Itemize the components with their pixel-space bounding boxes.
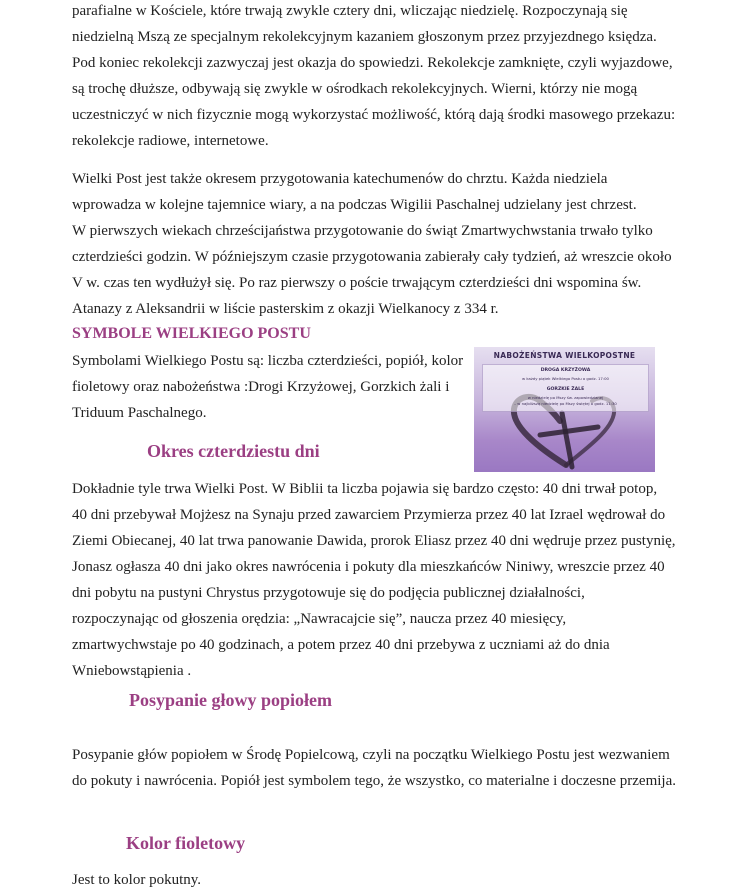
paragraph-posypanie — [72, 742, 676, 794]
text-line: zmartwychwstaje po 40 godzinach, a potem przez 40 dni przebywa z uczniami aż do dnia — [72, 637, 610, 653]
text-line: Triduum Paschalnego. — [72, 405, 207, 421]
text-line: dni pobytu na pustyni Chrystus przygotowuje się do podjęcia publicznej działalności, — [72, 585, 585, 601]
paragraph-katechumeni — [72, 166, 672, 322]
heading-kolor: Kolor fioletowy — [126, 833, 246, 853]
text-line: rozpoczynając od głoszenia orędzia: „Nawracajcie się”, naucza przez 40 miesięcy, — [72, 611, 567, 627]
text-line: wprowadza w kolejne tajemnice wiary, a na podczas Wigilii Paschalnej udzielany jest chrzest. — [72, 197, 637, 213]
text-line: do pokuty i nawrócenia. Popiół jest symbolem tego, że wszystko, co materialne i doczesne przemija. — [72, 773, 676, 789]
text-line: parafialne w Kościele, które trwają zwykle cztery dni, wliczając niedzielę. Rozpoczynają się — [72, 3, 628, 19]
paragraph-kolor — [72, 867, 201, 893]
text-line: Symbolami Wielkiego Postu są: liczba czterdzieści, popiół, kolor — [72, 353, 464, 369]
poster-gorzkie-time-1: w niedzielę po Mszy św. zapowiedzianej — [527, 395, 604, 400]
text-line: Jonasz ogłasza 40 dni jako okres nawrócenia i pokuty dla mieszkańców Niniwy, wreszcie przez 40 — [72, 559, 665, 575]
text-line: niedzielną Mszą ze specjalnym rekolekcyjnym kazaniem głoszonym przez przyjezdnego księdza. — [72, 29, 657, 45]
poster-title: NABOŻEŃSTWA WIELKOPOSTNE — [493, 351, 636, 360]
heading-posypanie: Posypanie głowy popiołem — [129, 690, 333, 710]
text-line: Ziemi Obiecanej, 40 lat trwa panowanie Dawida, prorok Eliasz przez 40 dni wędruje przez pustynię, — [72, 533, 676, 549]
text-line: Posypanie głów popiołem w Środę Popielcową, czyli na początku Wielkiego Postu jest wezwaniem — [72, 747, 670, 763]
text-line: Jest to kolor pokutny. — [72, 872, 202, 888]
text-line: Wielki Post jest także okresem przygotowania katechumenów do chrztu. Każda niedziela — [72, 171, 608, 187]
text-line: Wniebowstąpienia . — [72, 663, 192, 679]
heading-okres: Okres czterdziestu dni — [147, 441, 320, 461]
poster-droga-label: DROGA KRZYŻOWA — [540, 368, 591, 373]
text-line: fioletowy oraz nabożeństwa :Drogi Krzyżowej, Gorzkich żali i — [72, 379, 450, 395]
text-line: uczestniczyć w nich fizycznie mogą wykorzystać możliwość, którą dają środki masowego przekazu: — [72, 107, 676, 123]
text-line: rekolekcje radiowe, internetowe. — [72, 133, 269, 149]
poster-gorzkie-label: GORZKIE ŻALE — [546, 387, 585, 392]
poster-schedule-box — [482, 364, 649, 412]
text-line: są trochę dłuższe, odbywają się zwykle w ośrodkach rekolekcyjnych. Wierni, którzy nie mogą — [72, 81, 638, 97]
paragraph-rekolekcje — [72, 0, 675, 154]
text-line: W pierwszych wiekach chrześcijaństwa przygotowanie do świąt Zmartwychwstania trwało tylko — [72, 223, 653, 239]
lent-services-poster — [474, 347, 655, 472]
text-line: 40 dni przebywał Mojżesz na Synaju przed zawarciem Przymierza przez 40 lat Izrael wędrował do — [72, 507, 666, 523]
text-line: Atanazy z Aleksandrii w liście pasterskim z okazji Wielkanocy z 334 r. — [72, 301, 499, 317]
paragraph-symbole — [72, 348, 463, 426]
text-line: Pod koniec rekolekcji zazwyczaj jest okazja do spowiedzi. Rekolekcje zamknięte, czyli wyjazdowe, — [72, 55, 673, 71]
heading-symbole: SYMBOLE WIELKIEGO POSTU — [72, 325, 311, 342]
paragraph-okres — [72, 476, 676, 684]
text-line: Dokładnie tyle trwa Wielki Post. W Biblii ta liczba pojawia się bardzo często: 40 dni trwał potop, — [72, 481, 658, 497]
text-line: V w. czas ten wydłużył się. Po raz pierwszy o poście trwającym czterdzieści dni wspomina św. — [72, 275, 642, 291]
poster-droga-time: w każdy piątek Wielkiego Postu o godz. 17:00 — [522, 376, 609, 381]
text-line: czterdzieści godzin. W późniejszym czasie przygotowania zabierały cały tydzień, aż wreszcie około — [72, 249, 672, 265]
poster-gorzkie-time-2: – w najbliższą niedzielę po Mszy świętej o godz. 11:30 — [514, 401, 617, 406]
